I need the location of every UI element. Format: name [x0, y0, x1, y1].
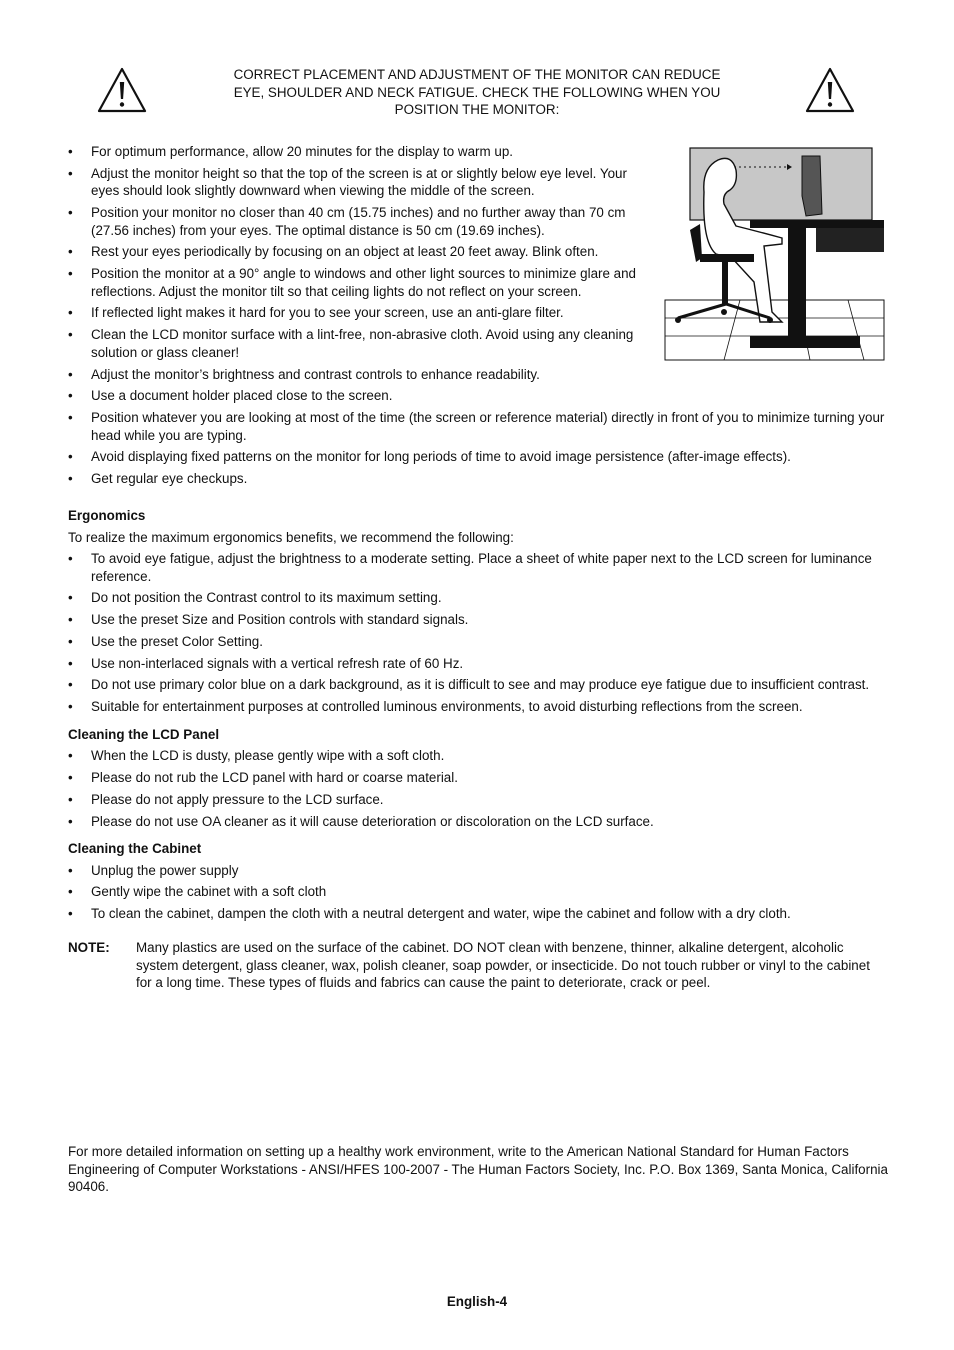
cleaning-lcd-list	[68, 747, 888, 830]
warning-triangle-icon	[96, 66, 148, 114]
list-item: • Please do not rub the LCD panel with hard or coarse material.	[68, 769, 888, 787]
cleaning-lcd-heading: Cleaning the LCD Panel	[68, 726, 220, 742]
list-item: • Gently wipe the cabinet with a soft cloth	[68, 883, 888, 901]
list-item: • Position whatever you are looking at most of the time (the screen or reference material) directly in front of you to minimize turning your head while you are typing.	[68, 409, 888, 444]
list-item: • Position your monitor no closer than 40 cm (15.75 inches) and no further away than 70 cm (27.56 inches) from your eyes. The optimal distance is 50 cm (19.69 inches).	[68, 204, 652, 239]
care-sections	[68, 497, 888, 927]
cleaning-cabinet-list	[68, 862, 888, 923]
list-item: • To avoid eye fatigue, adjust the brightness to a moderate setting. Place a sheet of white paper next to the LCD screen for luminance reference.	[68, 550, 888, 585]
list-item: • Adjust the monitor height so that the top of the screen is at or slightly below eye level. Your eyes should look slightly downward when viewing the middle of the screen.	[68, 165, 652, 200]
list-item: • Clean the LCD monitor surface with a lint-free, non-abrasive cloth. Avoid using any cleaning solution or glass cleaner!	[68, 326, 652, 361]
list-item: • Rest your eyes periodically by focusing on an object at least 20 feet away. Blink often.	[68, 243, 652, 261]
note-label: NOTE:	[68, 940, 110, 955]
list-item: • Do not use primary color blue on a dark background, as it is difficult to see and may produce eye fatigue due to insufficient contrast.	[68, 676, 888, 694]
list-item: • Please do not use OA cleaner as it will cause deterioration or discoloration on the LCD surface.	[68, 813, 888, 831]
cleaning-cabinet-heading: Cleaning the Cabinet	[68, 841, 202, 857]
list-item: • If reflected light makes it hard for you to see your screen, use an anti-glare filter.	[68, 304, 652, 322]
positioning-list-wide	[68, 366, 888, 488]
warning-header-text: CORRECT PLACEMENT AND ADJUSTMENT OF THE MONITOR CAN REDUCE EYE, SHOULDER AND NECK FATIGUE. CHECK THE FOLLOWING WHEN YOU POSITION THE MONITOR:	[233, 67, 721, 117]
list-item: • Get regular eye checkups.	[68, 470, 888, 488]
list-item: • When the LCD is dusty, please gently wipe with a soft cloth.	[68, 747, 888, 765]
list-item: • Position the monitor at a 90° angle to windows and other light sources to minimize glare and reflections. Adjust the monitor tilt so that ceiling lights do not reflect on your screen.	[68, 265, 652, 300]
ergonomics-list	[68, 550, 888, 716]
positioning-section	[68, 143, 888, 492]
list-item: • For optimum performance, allow 20 minutes for the display to warm up.	[68, 143, 652, 161]
list-item: • Do not position the Contrast control to its maximum setting.	[68, 589, 888, 607]
warning-triangle-icon	[804, 66, 856, 114]
page-number: English-4	[446, 1294, 508, 1309]
ergonomics-heading: Ergonomics	[68, 508, 146, 523]
ergonomics-intro: To realize the maximum ergonomics benefits, we recommend the following:	[68, 529, 514, 545]
list-item: • To clean the cabinet, dampen the cloth with a neutral detergent and water, wipe the cabinet and follow with a dry cloth.	[68, 905, 888, 923]
list-item: • Use a document holder placed close to the screen.	[68, 387, 888, 405]
cabinet-note	[68, 939, 888, 992]
list-item: • Please do not apply pressure to the LCD surface.	[68, 791, 888, 809]
list-item: • Use non-interlaced signals with a vertical refresh rate of 60 Hz.	[68, 655, 888, 673]
list-item: • Unplug the power supply	[68, 862, 888, 880]
list-item: • Avoid displaying fixed patterns on the monitor for long periods of time to avoid image persistence (after-image effects).	[68, 448, 888, 466]
note-text: Many plastics are used on the surface of the cabinet. DO NOT clean with benzene, thinner, alkaline detergent, alcoholic system detergent, glass cleaner, wax, polish cleaner, soap powder, or insecticide. Do not touch rubber or vinyl to the cabinet for a long time. These types of fluids and fabrics can cause the paint to deteriorate, crack or peel.	[136, 940, 870, 990]
standards-reference-text: For more detailed information on setting up a healthy work environment, write to the American National Standard for Human Factors Engineering of Computer Workstations - ANSI/HFES 100-2007 - The Human Factors Society, Inc. P.O. Box 1369, Santa Monica, California 90406.	[68, 1144, 888, 1194]
list-item: • Adjust the monitor’s brightness and contrast controls to enhance readability.	[68, 366, 888, 384]
list-item: • Use the preset Size and Position controls with standard signals.	[68, 611, 888, 629]
list-item: • Use the preset Color Setting.	[68, 633, 888, 651]
list-item: • Suitable for entertainment purposes at controlled luminous environments, to avoid disturbing reflections from the screen.	[68, 698, 888, 716]
positioning-list-narrow	[68, 143, 652, 361]
